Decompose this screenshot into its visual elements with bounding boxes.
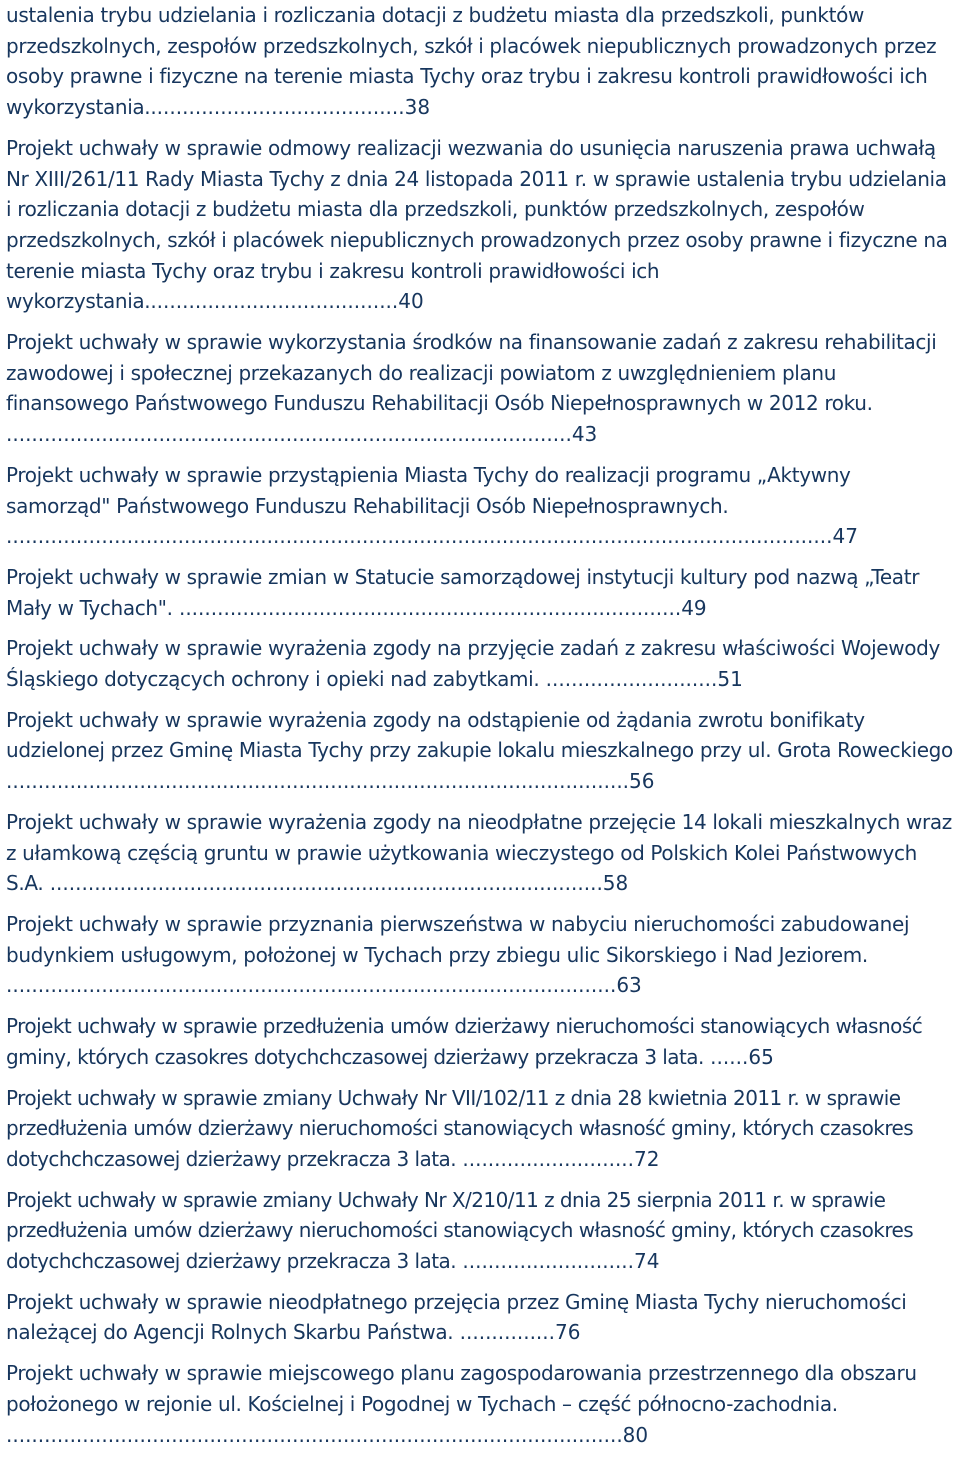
toc-dot-leader: .................................................................................................. (6, 769, 630, 794)
toc-entry[interactable] (6, 909, 956, 1001)
toc-entry-title: Projekt uchwały w sprawie wyrażenia zgody na przyjęcie zadań z zakresu właściwości Wojewody Śląskiego dotyczących ochrony i opieki nad zabytkami. (6, 636, 940, 692)
toc-entry-title: Projekt uchwały w sprawie zmiany Uchwały Nr VII/102/11 z dnia 28 kwietnia 2011 r. w sprawie przedłużenia umów dzierżawy nieruchomości stanowiących własność gminy, których czasokres dotychchczasowej dzierżawy przekracza 3 lata. (6, 1085, 914, 1171)
toc-entry[interactable] (6, 633, 956, 694)
table-of-contents (6, 0, 956, 1460)
toc-dot-leader: ....................................... (150, 289, 399, 314)
toc-entry[interactable] (6, 1011, 956, 1072)
toc-dot-leader: ......................................................................................... (6, 422, 572, 447)
toc-entry-title: Projekt uchwały w sprawie przyznania pierwszeństwa w nabyciu nieruchomości zabudowanej budynkiem usługowym, położonej w Tychach przy zbiegu ulic Sikorskiego i Nad Jeziorem. (6, 911, 910, 967)
toc-entry-title: Projekt uchwały w sprawie nieodpłatnego przejęcia przez Gminę Miasta Tychy nieruchomości należącej do Agencji Rolnych Skarbu Państwa. (6, 1289, 907, 1345)
toc-dot-leader: ....................................................................................... (43, 871, 603, 896)
toc-page-number: 76 (555, 1320, 581, 1345)
toc-entry-title: ustalenia trybu udzielania i rozliczania dotacji z budżetu miasta dla przedszkoli, punktów przedszkolnych, zespołów przedszkolnych, szkół i placówek niepublicznych prowadzonych przez osoby prawne i fizyczne na terenie miasta Tychy oraz trybu i zakresu kontroli prawidłowości ich wykorzystania. (6, 3, 937, 120)
toc-entry[interactable] (6, 562, 956, 623)
toc-dot-leader: ........................... (456, 1249, 635, 1274)
toc-dot-leader: ................................................................................................ (6, 973, 617, 998)
toc-page-number: 43 (571, 422, 598, 447)
toc-entry[interactable] (6, 705, 956, 797)
toc-page-number: 49 (681, 595, 707, 620)
toc-page-number: 72 (634, 1146, 660, 1171)
toc-page-number: 65 (748, 1044, 774, 1069)
toc-entry[interactable] (6, 0, 956, 123)
toc-entry-title: Projekt uchwały w sprawie miejscowego planu zagospodarowania przestrzennego dla obszaru położonego w rejonie ul. Kościelnej i Pogodnej w Tychach – część północno-zachodnia. (6, 1361, 917, 1416)
toc-entry[interactable] (6, 327, 956, 450)
toc-dot-leader: ...... (703, 1044, 749, 1069)
toc-page-number: 74 (634, 1249, 660, 1274)
toc-page-number: 38 (404, 95, 431, 120)
toc-dot-leader: ........................... (539, 667, 718, 692)
toc-dot-leader: ............................................................................... (172, 595, 682, 620)
toc-page-number: 51 (717, 667, 743, 692)
toc-dot-leader: ........................... (456, 1146, 635, 1171)
toc-page-number: 80 (622, 1422, 649, 1447)
toc-entry-title: Projekt uchwały w sprawie wyrażenia zgody na nieodpłatne przejęcie 14 lokali mieszkalnych wraz z ułamkową częścią gruntu w prawie użytkowania wieczystego od Polskich Kolei Państwowych S.A. (6, 809, 952, 896)
toc-entry-title: Projekt uchwały w sprawie wykorzystania środków na finansowanie zadań z zakresu rehabilitacji zawodowej i społecznej przekazanych do realizacji powiatom z uwzględnieniem planu finansowego Państwowego Funduszu Rehabilitacji Osób Niepełnosprawnych w 2012 roku. (6, 330, 937, 416)
toc-entry[interactable] (6, 1358, 956, 1450)
toc-dot-leader: ............... (453, 1320, 555, 1345)
toc-entry[interactable] (6, 1083, 956, 1175)
toc-dot-leader: ........................................ (150, 95, 405, 120)
toc-dot-leader: ................................................................................................. (6, 1422, 623, 1447)
toc-entry[interactable] (6, 1185, 956, 1277)
toc-page-number: 56 (629, 769, 655, 794)
toc-entry[interactable] (6, 460, 956, 552)
toc-page-number: 47 (832, 524, 858, 549)
toc-page-number: 63 (616, 973, 642, 998)
toc-entry-title: Projekt uchwały w sprawie wyrażenia zgody na odstąpienie od żądania zwrotu bonifikaty udzielonej przez Gminę Miasta Tychy przy zakupie lokalu mieszkalnego przy ul. Grota Roweckiego (6, 707, 953, 763)
toc-entry-title: Projekt uchwały w sprawie przedłużenia umów dzierżawy nieruchomości stanowiących własność gminy, których czasokres dotychchczasowej dzierżawy przekracza 3 lata. (6, 1014, 923, 1069)
toc-entry[interactable] (6, 1287, 956, 1348)
toc-page-number: 58 (602, 871, 629, 896)
toc-page-number: 40 (398, 289, 424, 314)
toc-entry-title: Projekt uchwały w sprawie zmian w Statucie samorządowej instytucji kultury pod nazwą „Teatr Mały w Tychach". (6, 564, 920, 620)
toc-dot-leader: .................................................................................................................................. (6, 524, 833, 549)
toc-entry-title: Projekt uchwały w sprawie odmowy realizacji wezwania do usunięcia naruszenia prawa uchwałą Nr XIII/261/11 Rady Miasta Tychy z dnia 24 listopada 2011 r. w sprawie ustalenia trybu udzielania i rozliczania dotacji z budżetu miasta dla przedszkoli, punktów przedszkolnych, zespołów przedszkolnych, szkół i placówek niepublicznych prowadzonych przez osoby prawne i fizyczne na terenie miasta Tychy oraz trybu i zakresu kontroli prawidłowości ich wykorzystania. (6, 135, 948, 314)
toc-entry[interactable] (6, 133, 956, 317)
toc-entry-title: Projekt uchwały w sprawie przystąpienia Miasta Tychy do realizacji programu „Aktywny samorząd" Państwowego Funduszu Rehabilitacji Osób Niepełnosprawnych. (6, 462, 851, 518)
toc-entry[interactable] (6, 807, 956, 899)
toc-entry-title: Projekt uchwały w sprawie zmiany Uchwały Nr X/210/11 z dnia 25 sierpnia 2011 r. w sprawie przedłużenia umów dzierżawy nieruchomości stanowiących własność gminy, których czasokres dotychchczasowej dzierżawy przekracza 3 lata. (6, 1187, 914, 1274)
